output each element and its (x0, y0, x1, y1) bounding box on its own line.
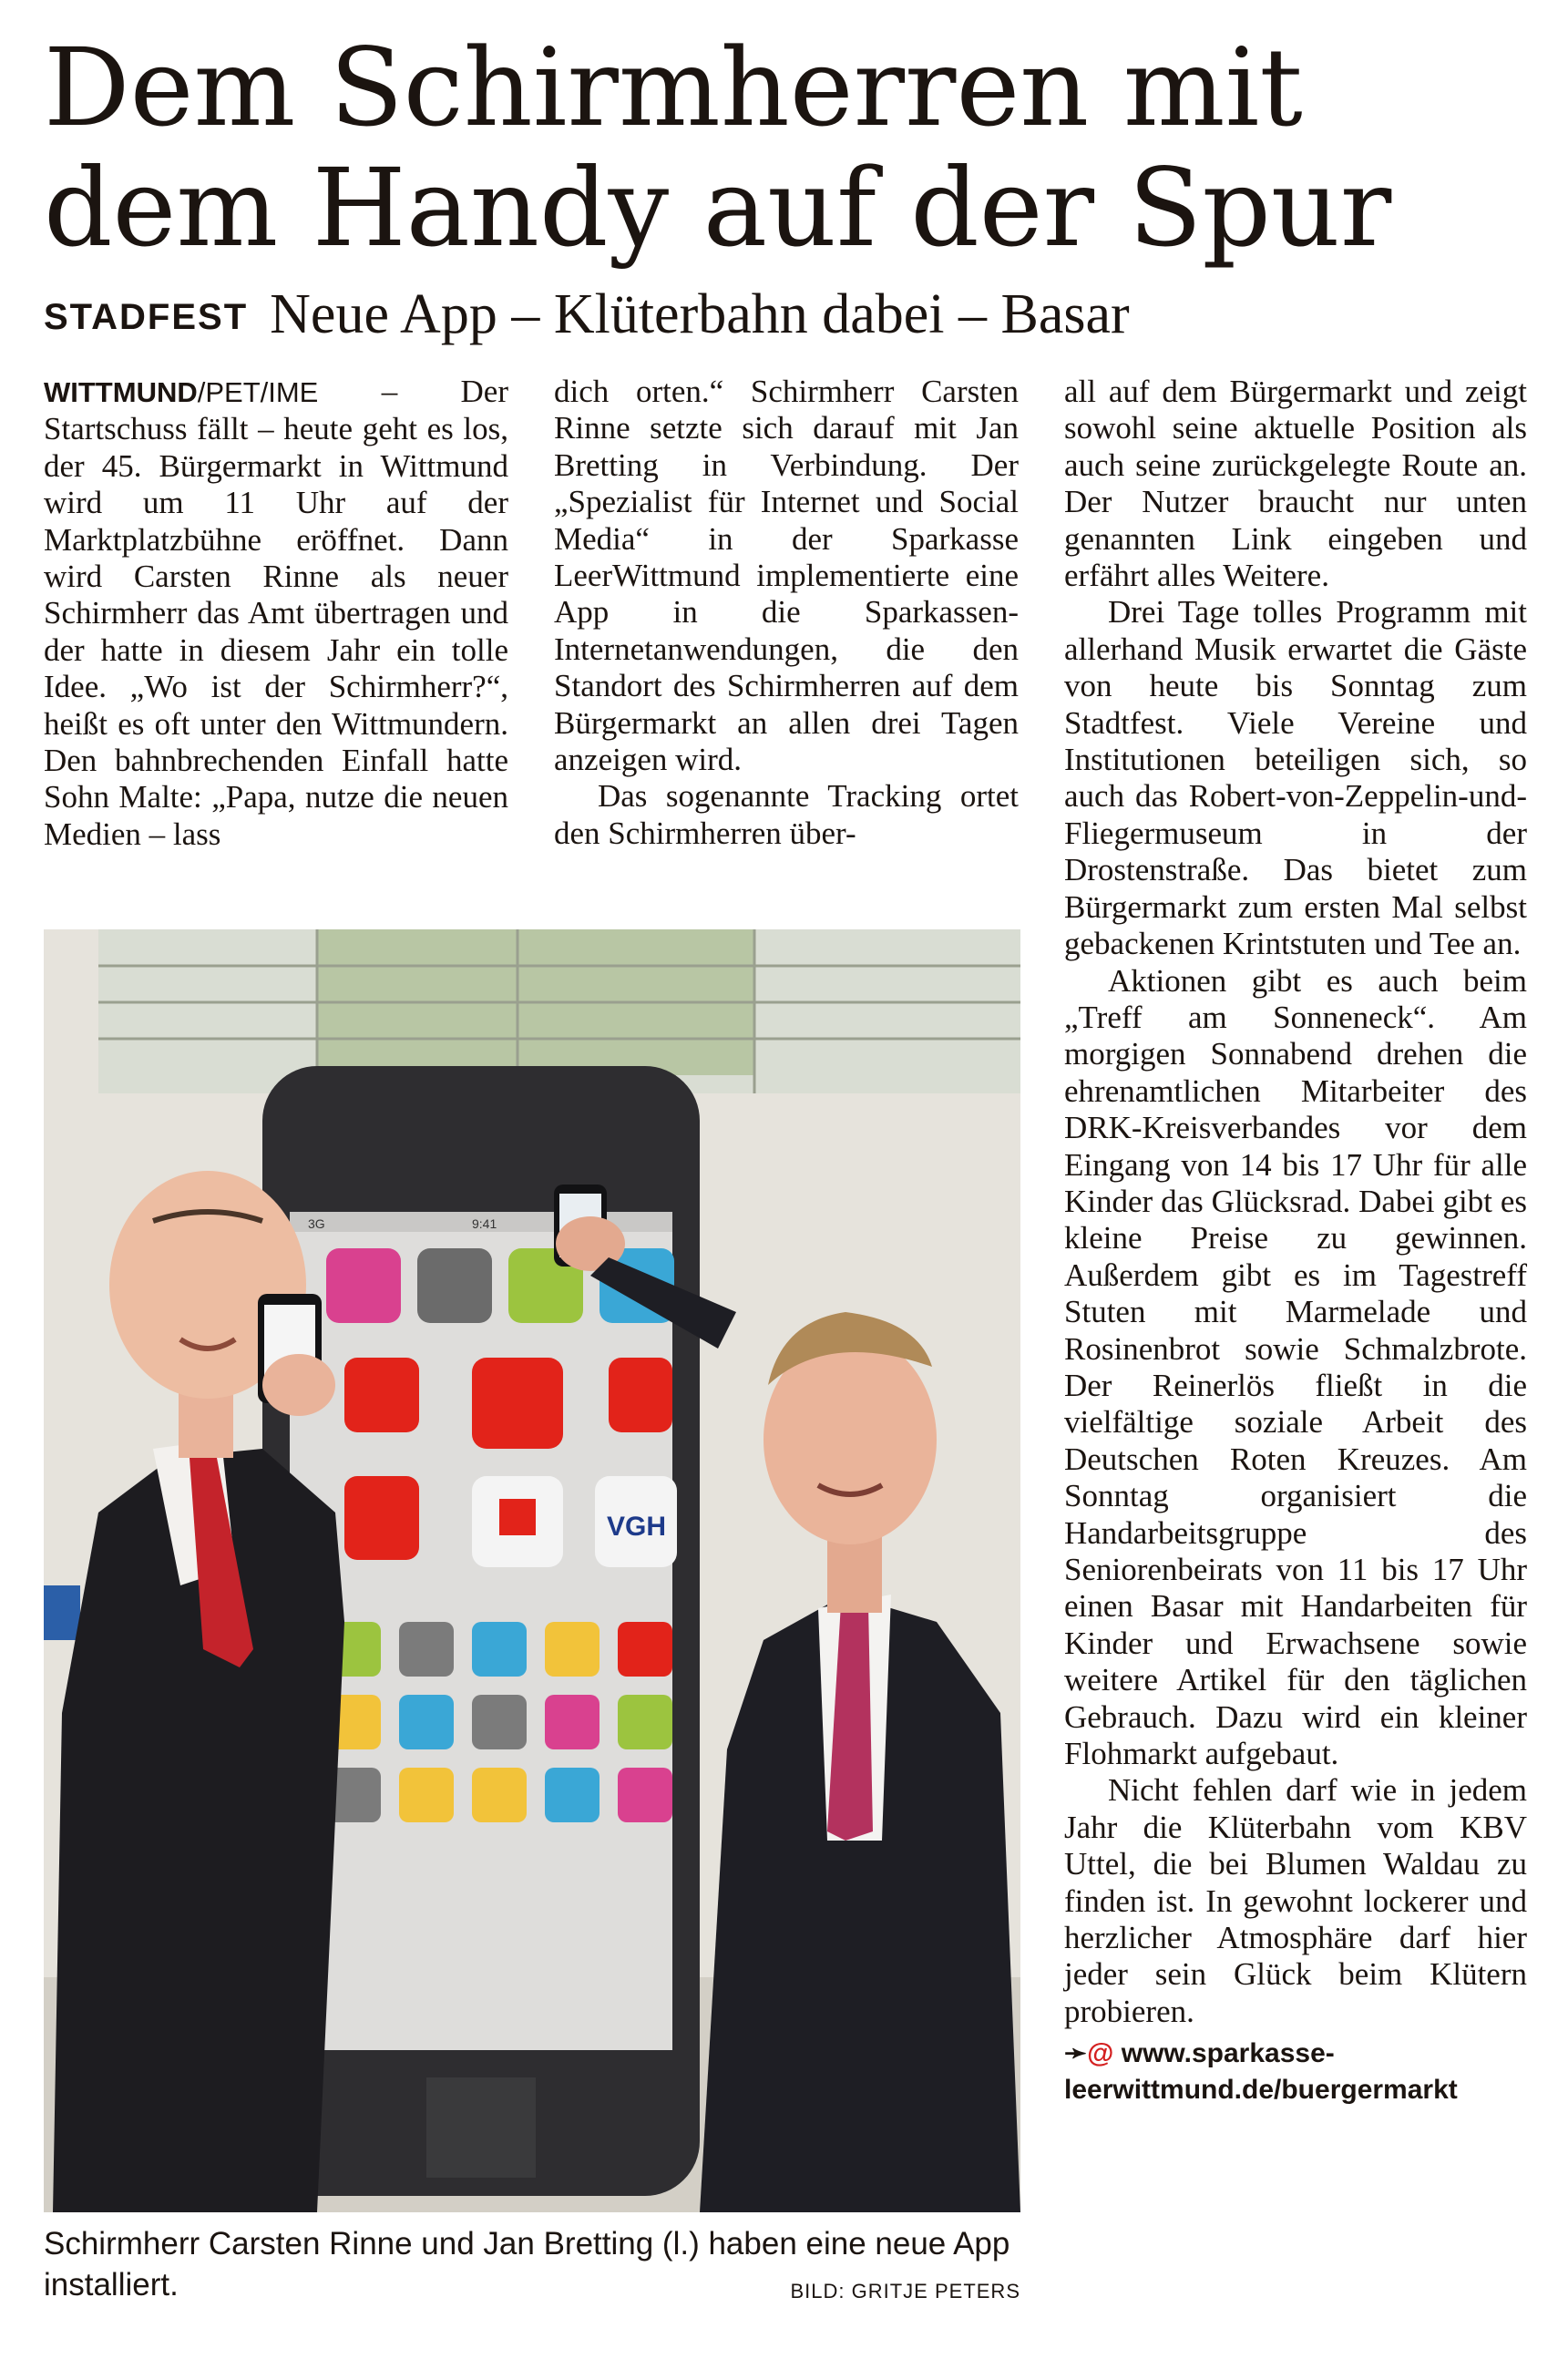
photo-credit: BILD: GRITJE PETERS (790, 2280, 1020, 2303)
kicker: STADFEST (44, 297, 249, 337)
web-link[interactable] (1064, 2036, 1527, 2108)
article-photo (44, 929, 1020, 2212)
subheadline (44, 278, 1538, 354)
vgh-label: VGH (607, 1512, 667, 1542)
photo-caption: Schirmherr Carsten Rinne und Jan Bretting (l.) haben eine neue App installiert. (44, 2226, 1010, 2303)
dateline-place: WITTMUND (44, 376, 198, 408)
web-link-line-2[interactable]: leerwittmund.de/buergermarkt (1064, 2075, 1458, 2106)
phone-status-left: 3G (308, 1216, 325, 1231)
arrow-icon: ➛ (1064, 2038, 1088, 2069)
article-paragraph: all auf dem Bürgermarkt und zeigt sowohl seine aktuelle Position als auch seine zurückgelegte Route an. Der Nutzer braucht nur unten genannten Link eingeben und erfährt alles Weitere. (1064, 374, 1527, 594)
article-column-1 (44, 374, 508, 853)
dateline-authors: /PET/IME (197, 376, 319, 408)
article-paragraph: Aktionen gibt es auch beim „Treff am Sonneneck“. Am morgigen Sonnabend drehen die ehrenamtlichen Mitarbeiter des DRK-Kreisverbandes vor dem Eingang von 14 bis 17 Uhr für alle Kinder das Glücksrad. Dabei gibt es kleine Preise zu gewinnen. Außerdem gibt es im Tagestreff Stuten mit Marmelade und Rosinenbrot sowie Schmalzbrote. Der Reinerlös fließt in die vielfältige soziale Arbeit des Deutschen Roten Kreuzes. Am Sonntag organisiert die Handarbeitsgruppe des Seniorenbeirats von 11 bis 17 Uhr einen Basar mit Handarbeiten für Kinder und Erwachsene sowie weitere Artikel für den täglichen Gebrauch. Dazu wird ein kleiner Flohmarkt aufgebaut. (1064, 962, 1527, 1772)
article-lead-paragraph (44, 374, 508, 853)
article-column-3 (1064, 374, 1527, 2108)
headline-line-1: Dem Schirmherren mit (44, 25, 1303, 150)
article-paragraph: Drei Tage tolles Programm mit allerhand Musik erwartet die Gäste von heute bis Sonntag zum Stadtfest. Viele Vereine und Institutionen beteiligen sich, so auch das Robert-von-Zeppelin-und-Fliegermuseum in der Drostenstraße. Das bietet zum Bürgermarkt zum ersten Mal selbst gebackenen Krintstuten und Tee an. (1064, 594, 1527, 962)
web-link-line-1[interactable]: www.sparkasse- (1121, 2038, 1335, 2069)
at-icon: @ (1087, 2038, 1114, 2069)
article-paragraph: Das sogenannte Tracking ortet den Schirmherren über- (554, 778, 1019, 851)
subheadline-text: Neue App – Klüterbahn dabei – Basar (270, 283, 1130, 345)
dateline (44, 376, 318, 408)
headline-line-2: dem Handy auf der Spur (44, 145, 1392, 271)
lead-text: – Der Startschuss fällt – heute geht es los, der 45. Bürgermarkt in Wittmund wird um 11 Uhr auf der Marktplatzbühne eröffnet. Dann wird Carsten Rinne als neuer Schirmherr das Amt übertragen und der hatte in diesem Jahr ein tolle Idee. „Wo ist der Schirmherr?“, heißt es oft unter den Wittmundern. Den bahnbrechenden Einfall hatte Sohn Malte: „Papa, nutze die neuen Medien – lass (44, 374, 508, 852)
article-paragraph: Nicht fehlen darf wie in jedem Jahr die Klüterbahn vom KBV Uttel, die bei Blumen Waldau zu finden ist. In gewohnt lockerer und herzlicher Atmosphäre darf hier jeder sein Glück beim Klütern probieren. (1064, 1772, 1527, 2029)
phone-status-time: 9:41 (472, 1216, 497, 1231)
article-column-2 (554, 374, 1019, 852)
headline (44, 25, 1538, 271)
article-paragraph: dich orten.“ Schirmherr Carsten Rinne setzte sich darauf mit Jan Bretting in Verbindung. Der „Spezialist für Internet und Social Media“ in der Sparkasse LeerWittmund implementierte eine App in die Sparkassen-Internetanwendungen, die den Standort des Schirmherren auf dem Bürgermarkt an allen drei Tagen anzeigen wird. (554, 374, 1019, 778)
